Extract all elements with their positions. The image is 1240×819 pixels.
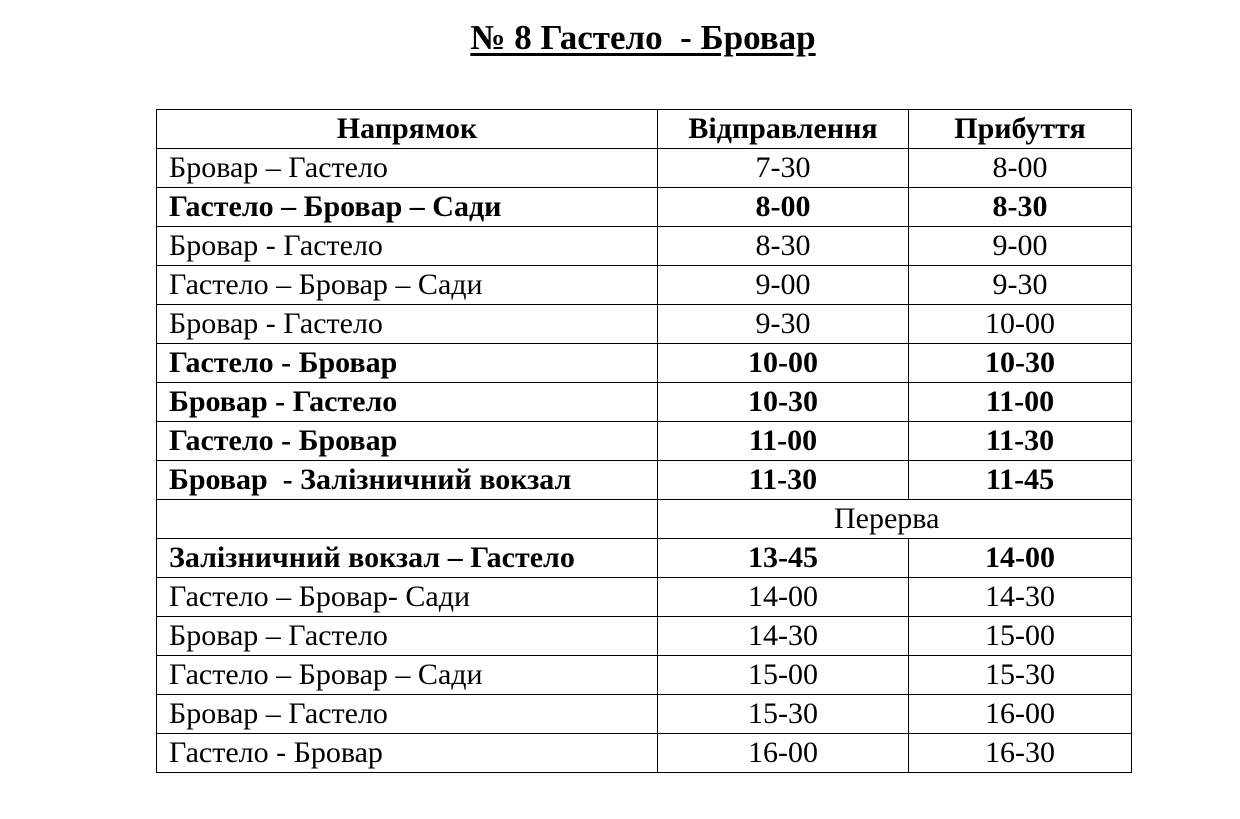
- arrival-cell: 11-45: [909, 461, 1132, 500]
- table-row: [157, 578, 1132, 617]
- departure-cell: 15-30: [658, 695, 909, 734]
- table-row: [157, 188, 1132, 227]
- arrival-cell: 14-00: [909, 539, 1132, 578]
- break-label: Перерва: [658, 500, 1132, 539]
- break-row: [157, 500, 1132, 539]
- arrival-cell: 8-00: [909, 149, 1132, 188]
- departure-cell: 11-00: [658, 422, 909, 461]
- break-empty-cell: [157, 500, 658, 539]
- departure-cell: 7-30: [658, 149, 909, 188]
- table-row: [157, 266, 1132, 305]
- table-row: [157, 344, 1132, 383]
- departure-cell: 8-30: [658, 227, 909, 266]
- arrival-cell: 16-00: [909, 695, 1132, 734]
- direction-cell: Бровар - Гастело: [157, 383, 658, 422]
- direction-cell: Бровар - Гастело: [157, 227, 658, 266]
- direction-cell: Гастело – Бровар – Сади: [157, 188, 658, 227]
- departure-cell: 15-00: [658, 656, 909, 695]
- header-departure: Відправлення: [658, 110, 909, 149]
- table-row: [157, 422, 1132, 461]
- departure-cell: 11-30: [658, 461, 909, 500]
- page-title: [0, 16, 1240, 60]
- arrival-cell: 11-30: [909, 422, 1132, 461]
- page-title-text: № 8 Гастело - Бровар: [470, 18, 816, 57]
- table-header-row: [157, 110, 1132, 149]
- arrival-cell: 10-30: [909, 344, 1132, 383]
- direction-cell: Бровар - Гастело: [157, 305, 658, 344]
- table-row: [157, 227, 1132, 266]
- table-row: [157, 617, 1132, 656]
- arrival-cell: 9-00: [909, 227, 1132, 266]
- direction-cell: Гастело – Бровар – Сади: [157, 266, 658, 305]
- departure-cell: 14-30: [658, 617, 909, 656]
- arrival-cell: 15-30: [909, 656, 1132, 695]
- table-row: [157, 305, 1132, 344]
- departure-cell: 13-45: [658, 539, 909, 578]
- table-row: [157, 539, 1132, 578]
- departure-cell: 14-00: [658, 578, 909, 617]
- direction-cell: Бровар – Гастело: [157, 617, 658, 656]
- arrival-cell: 10-00: [909, 305, 1132, 344]
- table-row: [157, 383, 1132, 422]
- table-row: [157, 734, 1132, 773]
- departure-cell: 10-00: [658, 344, 909, 383]
- direction-cell: Гастело - Бровар: [157, 734, 658, 773]
- departure-cell: 9-00: [658, 266, 909, 305]
- direction-cell: Бровар - Залізничний вокзал: [157, 461, 658, 500]
- schedule-body: [157, 149, 1132, 773]
- header-direction: Напрямок: [157, 110, 658, 149]
- arrival-cell: 16-30: [909, 734, 1132, 773]
- arrival-cell: 8-30: [909, 188, 1132, 227]
- header-arrival: Прибуття: [909, 110, 1132, 149]
- table-row: [157, 656, 1132, 695]
- arrival-cell: 15-00: [909, 617, 1132, 656]
- table-row: [157, 695, 1132, 734]
- departure-cell: 10-30: [658, 383, 909, 422]
- direction-cell: Залізничний вокзал – Гастело: [157, 539, 658, 578]
- arrival-cell: 11-00: [909, 383, 1132, 422]
- departure-cell: 8-00: [658, 188, 909, 227]
- table-row: [157, 149, 1132, 188]
- schedule-table: [156, 109, 1132, 773]
- direction-cell: Бровар – Гастело: [157, 695, 658, 734]
- departure-cell: 16-00: [658, 734, 909, 773]
- direction-cell: Гастело – Бровар- Сади: [157, 578, 658, 617]
- departure-cell: 9-30: [658, 305, 909, 344]
- direction-cell: Гастело – Бровар – Сади: [157, 656, 658, 695]
- arrival-cell: 14-30: [909, 578, 1132, 617]
- direction-cell: Бровар – Гастело: [157, 149, 658, 188]
- direction-cell: Гастело - Бровар: [157, 344, 658, 383]
- table-row: [157, 461, 1132, 500]
- arrival-cell: 9-30: [909, 266, 1132, 305]
- direction-cell: Гастело - Бровар: [157, 422, 658, 461]
